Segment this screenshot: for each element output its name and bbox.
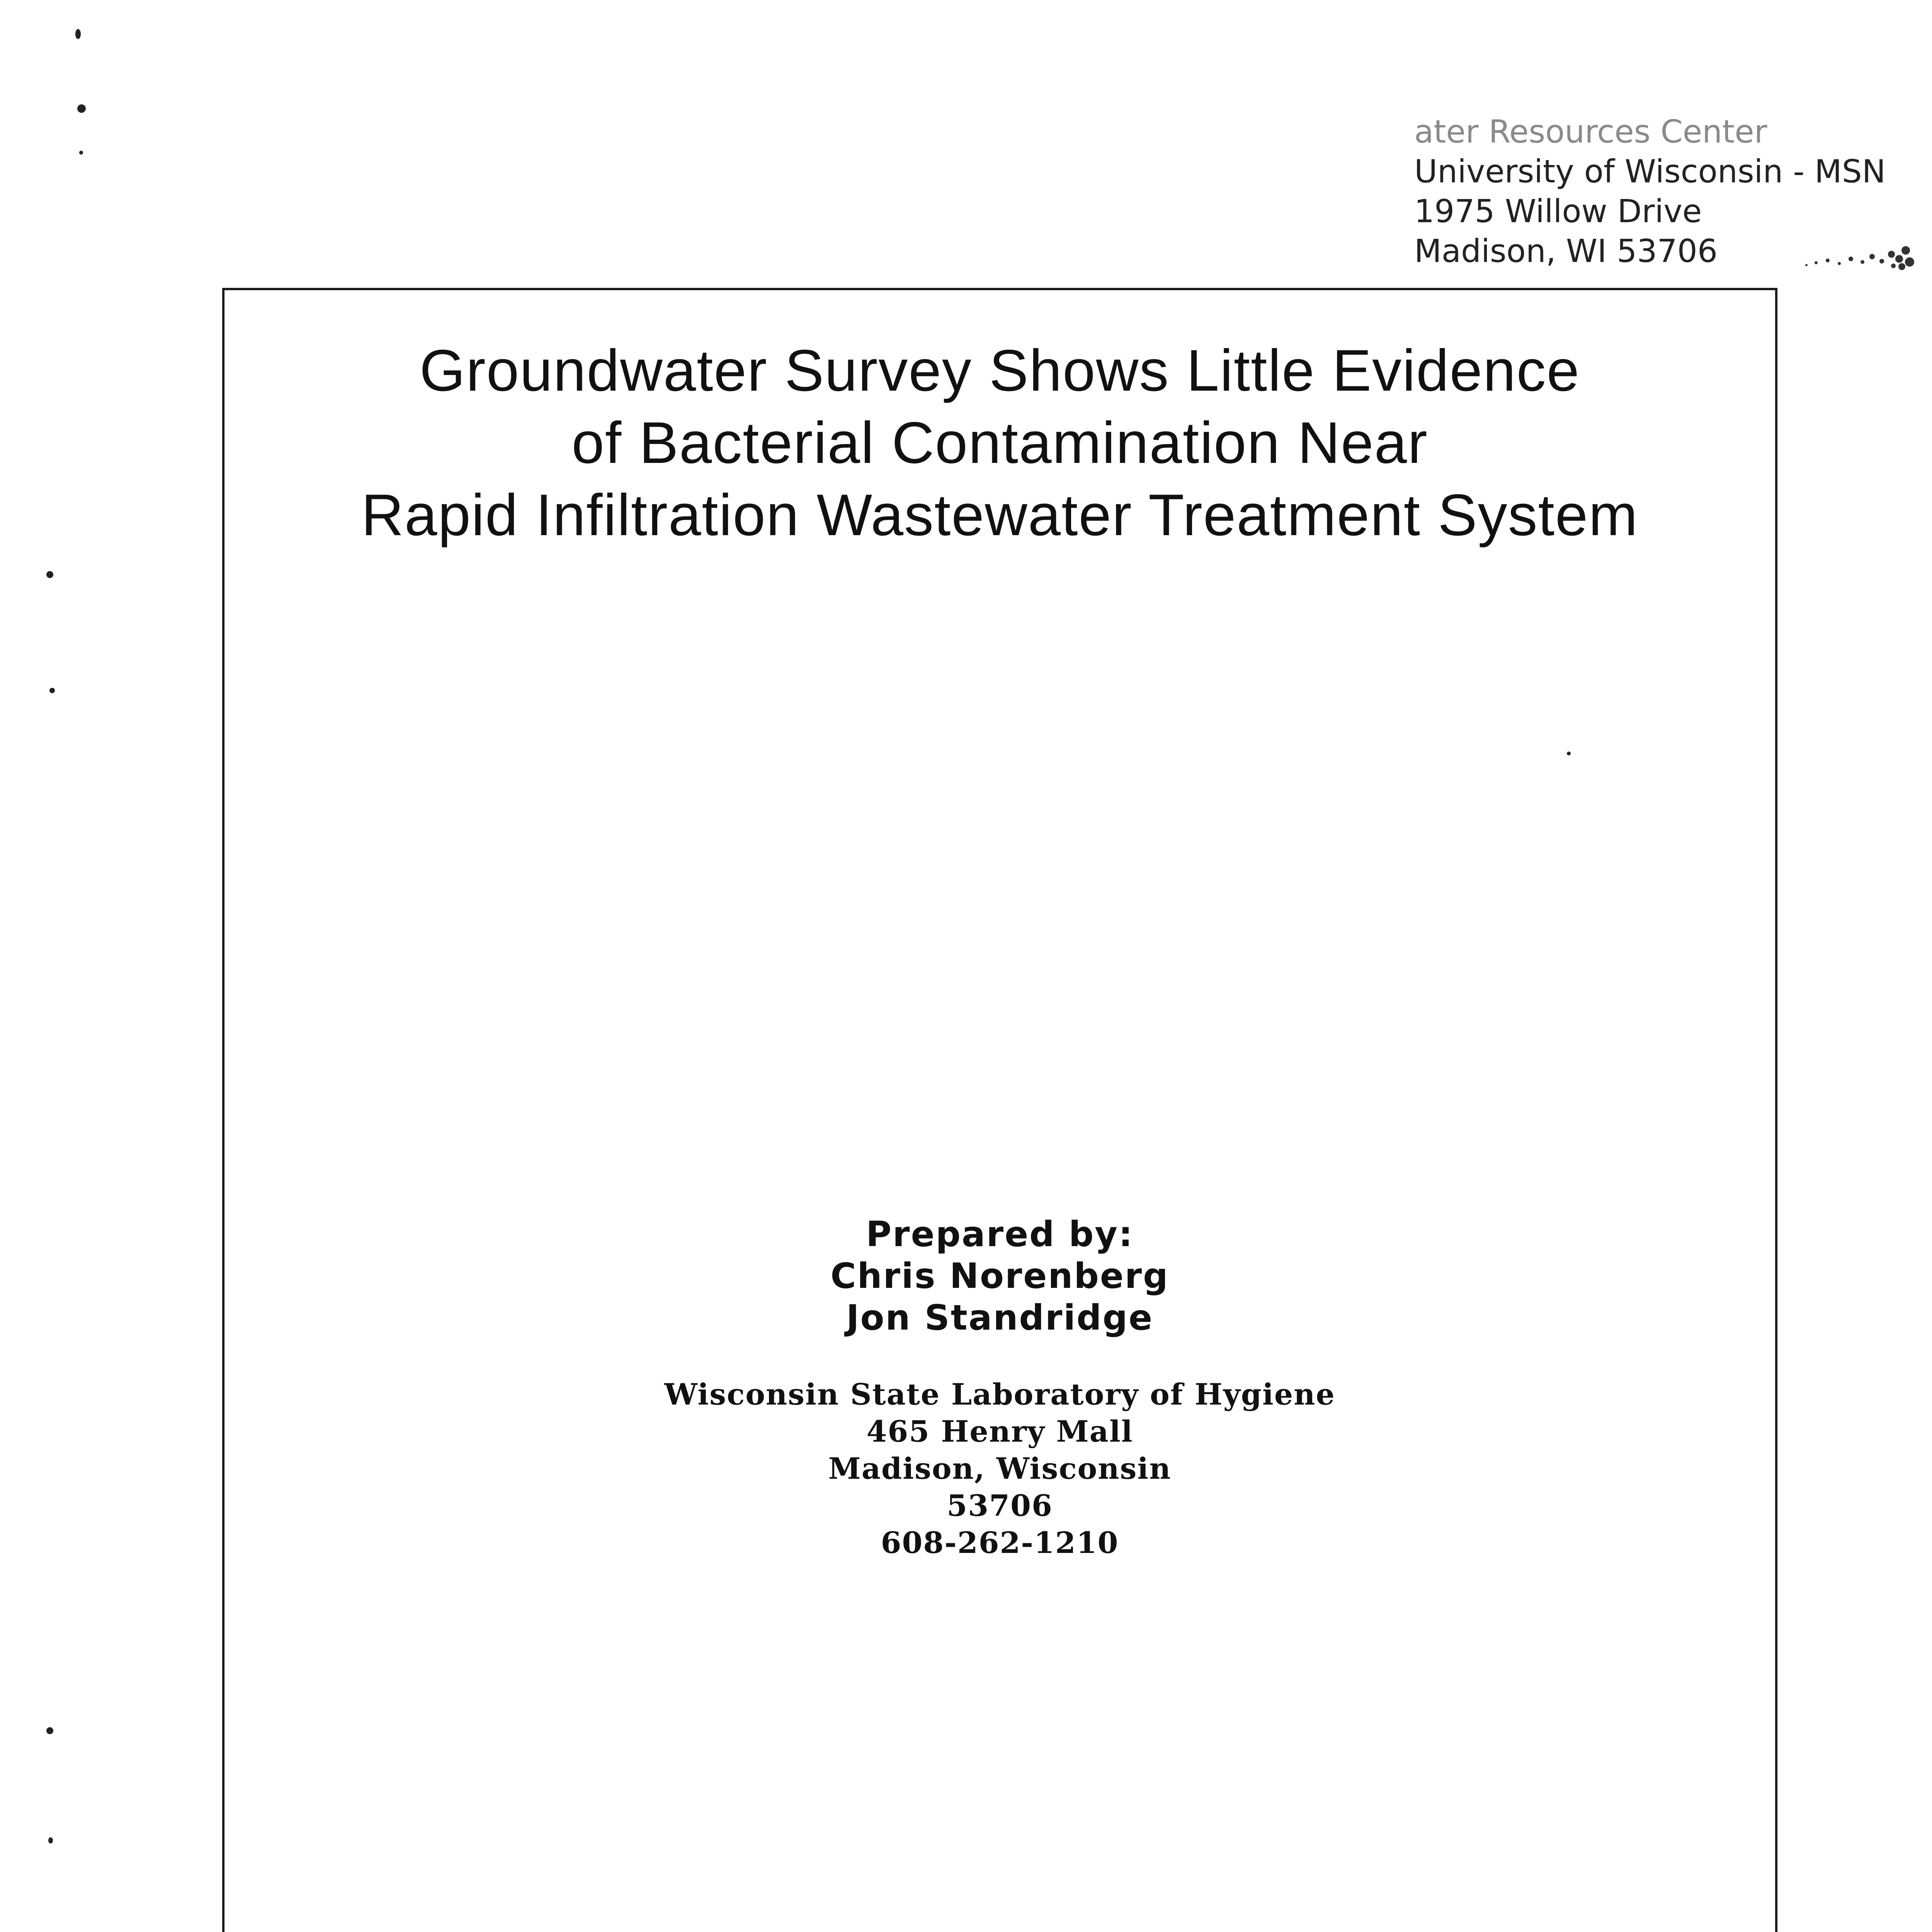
institution-zip: 53706 xyxy=(947,1488,1053,1523)
title-line-2: of Bacterial Contamination Near xyxy=(571,410,1428,476)
institution-city: Madison, Wisconsin xyxy=(828,1451,1172,1486)
prepared-by-block xyxy=(224,1214,1775,1339)
stamp-smudge-mark xyxy=(1801,232,1917,274)
author-name: Jon Standridge xyxy=(846,1298,1153,1338)
scan-speck xyxy=(75,29,81,39)
scan-speck xyxy=(46,571,53,578)
institution-name: Wisconsin State Laboratory of Hygiene xyxy=(664,1377,1335,1412)
title-line-1: Groundwater Survey Shows Little Evidence xyxy=(419,338,1580,403)
scan-speck xyxy=(48,1837,53,1844)
scan-speck xyxy=(46,1727,53,1734)
cover-frame xyxy=(222,288,1777,1932)
prepared-by-label: Prepared by: xyxy=(866,1214,1134,1255)
scan-speck xyxy=(49,688,55,693)
report-title xyxy=(224,335,1775,551)
author-name: Chris Norenberg xyxy=(830,1256,1169,1296)
institution-phone: 608-262-1210 xyxy=(881,1526,1119,1560)
scan-speck xyxy=(79,151,83,155)
stamp-line-center: ater Resources Center xyxy=(1414,114,1767,150)
institution-address-block xyxy=(224,1376,1775,1561)
stamp-line-university: University of Wisconsin - MSN xyxy=(1414,153,1886,190)
title-line-3: Rapid Infiltration Wastewater Treatment System xyxy=(361,482,1638,548)
stamp-line-street: 1975 Willow Drive xyxy=(1414,193,1702,230)
stamp-line-city: Madison, WI 53706 xyxy=(1414,233,1718,270)
scan-speck xyxy=(77,104,86,113)
institution-street: 465 Henry Mall xyxy=(866,1414,1133,1449)
